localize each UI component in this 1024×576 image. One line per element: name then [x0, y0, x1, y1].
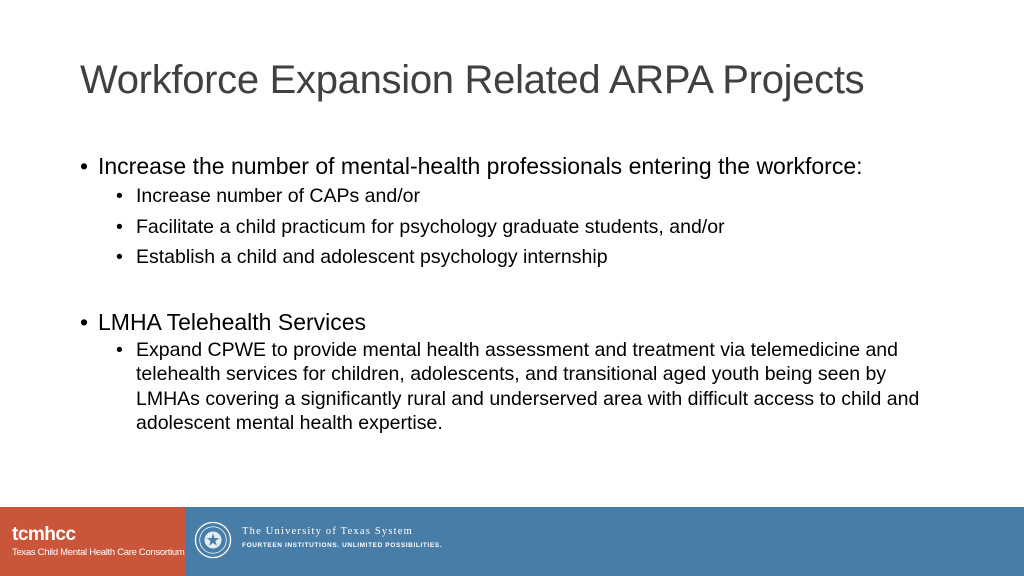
bullet-glyph: •: [116, 246, 123, 268]
bullet-glyph: •: [80, 153, 89, 179]
bullet-text: LMHA Telehealth Services: [98, 308, 367, 335]
sub-bullet-text: Increase number of CAPs and/or: [136, 185, 420, 207]
sub-bullet-internship: [80, 245, 960, 270]
bullet-glyph: •: [116, 338, 123, 361]
footer-bar: [0, 507, 1024, 576]
bullet-workforce: [80, 154, 960, 179]
sub-bullet-cpwe: [80, 338, 960, 436]
sub-bullet-text: Facilitate a child practicum for psychology graduate students, and/or: [136, 215, 725, 238]
bullet-text: Increase the number of mental-health professionals entering the workforce:: [98, 153, 863, 179]
ut-system-seal-icon: [194, 521, 232, 559]
tcmhcc-logo-subtitle: Texas Child Mental Health Care Consortium: [12, 547, 185, 558]
sub-bullet-text: Establish a child and adolescent psychology internship: [136, 246, 608, 268]
slide-title: Workforce Expansion Related ARPA Projects: [80, 58, 865, 102]
bullet-telehealth: [80, 310, 960, 335]
slide-content: [80, 154, 960, 436]
tcmhcc-logo-block: [0, 507, 185, 576]
bullet-glyph: •: [116, 185, 123, 207]
bullet-glyph: •: [80, 308, 89, 335]
sub-bullet-caps: [80, 184, 960, 209]
tcmhcc-logo-wordmark: tcmhcc: [12, 524, 76, 545]
sub-bullet-text: Expand CPWE to provide mental health assessment and treatment via telemedicine and telehealth services for children, adolescents, and transitional aged youth being seen by LMHAs covering a significantly rural and underserved area with difficult access to child and adolescent mental health expertise.: [136, 338, 920, 434]
bullet-glyph: •: [116, 215, 123, 238]
ut-system-name: The University of Texas System: [242, 526, 413, 537]
ut-system-tagline: FOURTEEN INSTITUTIONS. UNLIMITED POSSIBILITIES.: [242, 542, 443, 549]
sub-bullet-practicum: [80, 215, 960, 240]
